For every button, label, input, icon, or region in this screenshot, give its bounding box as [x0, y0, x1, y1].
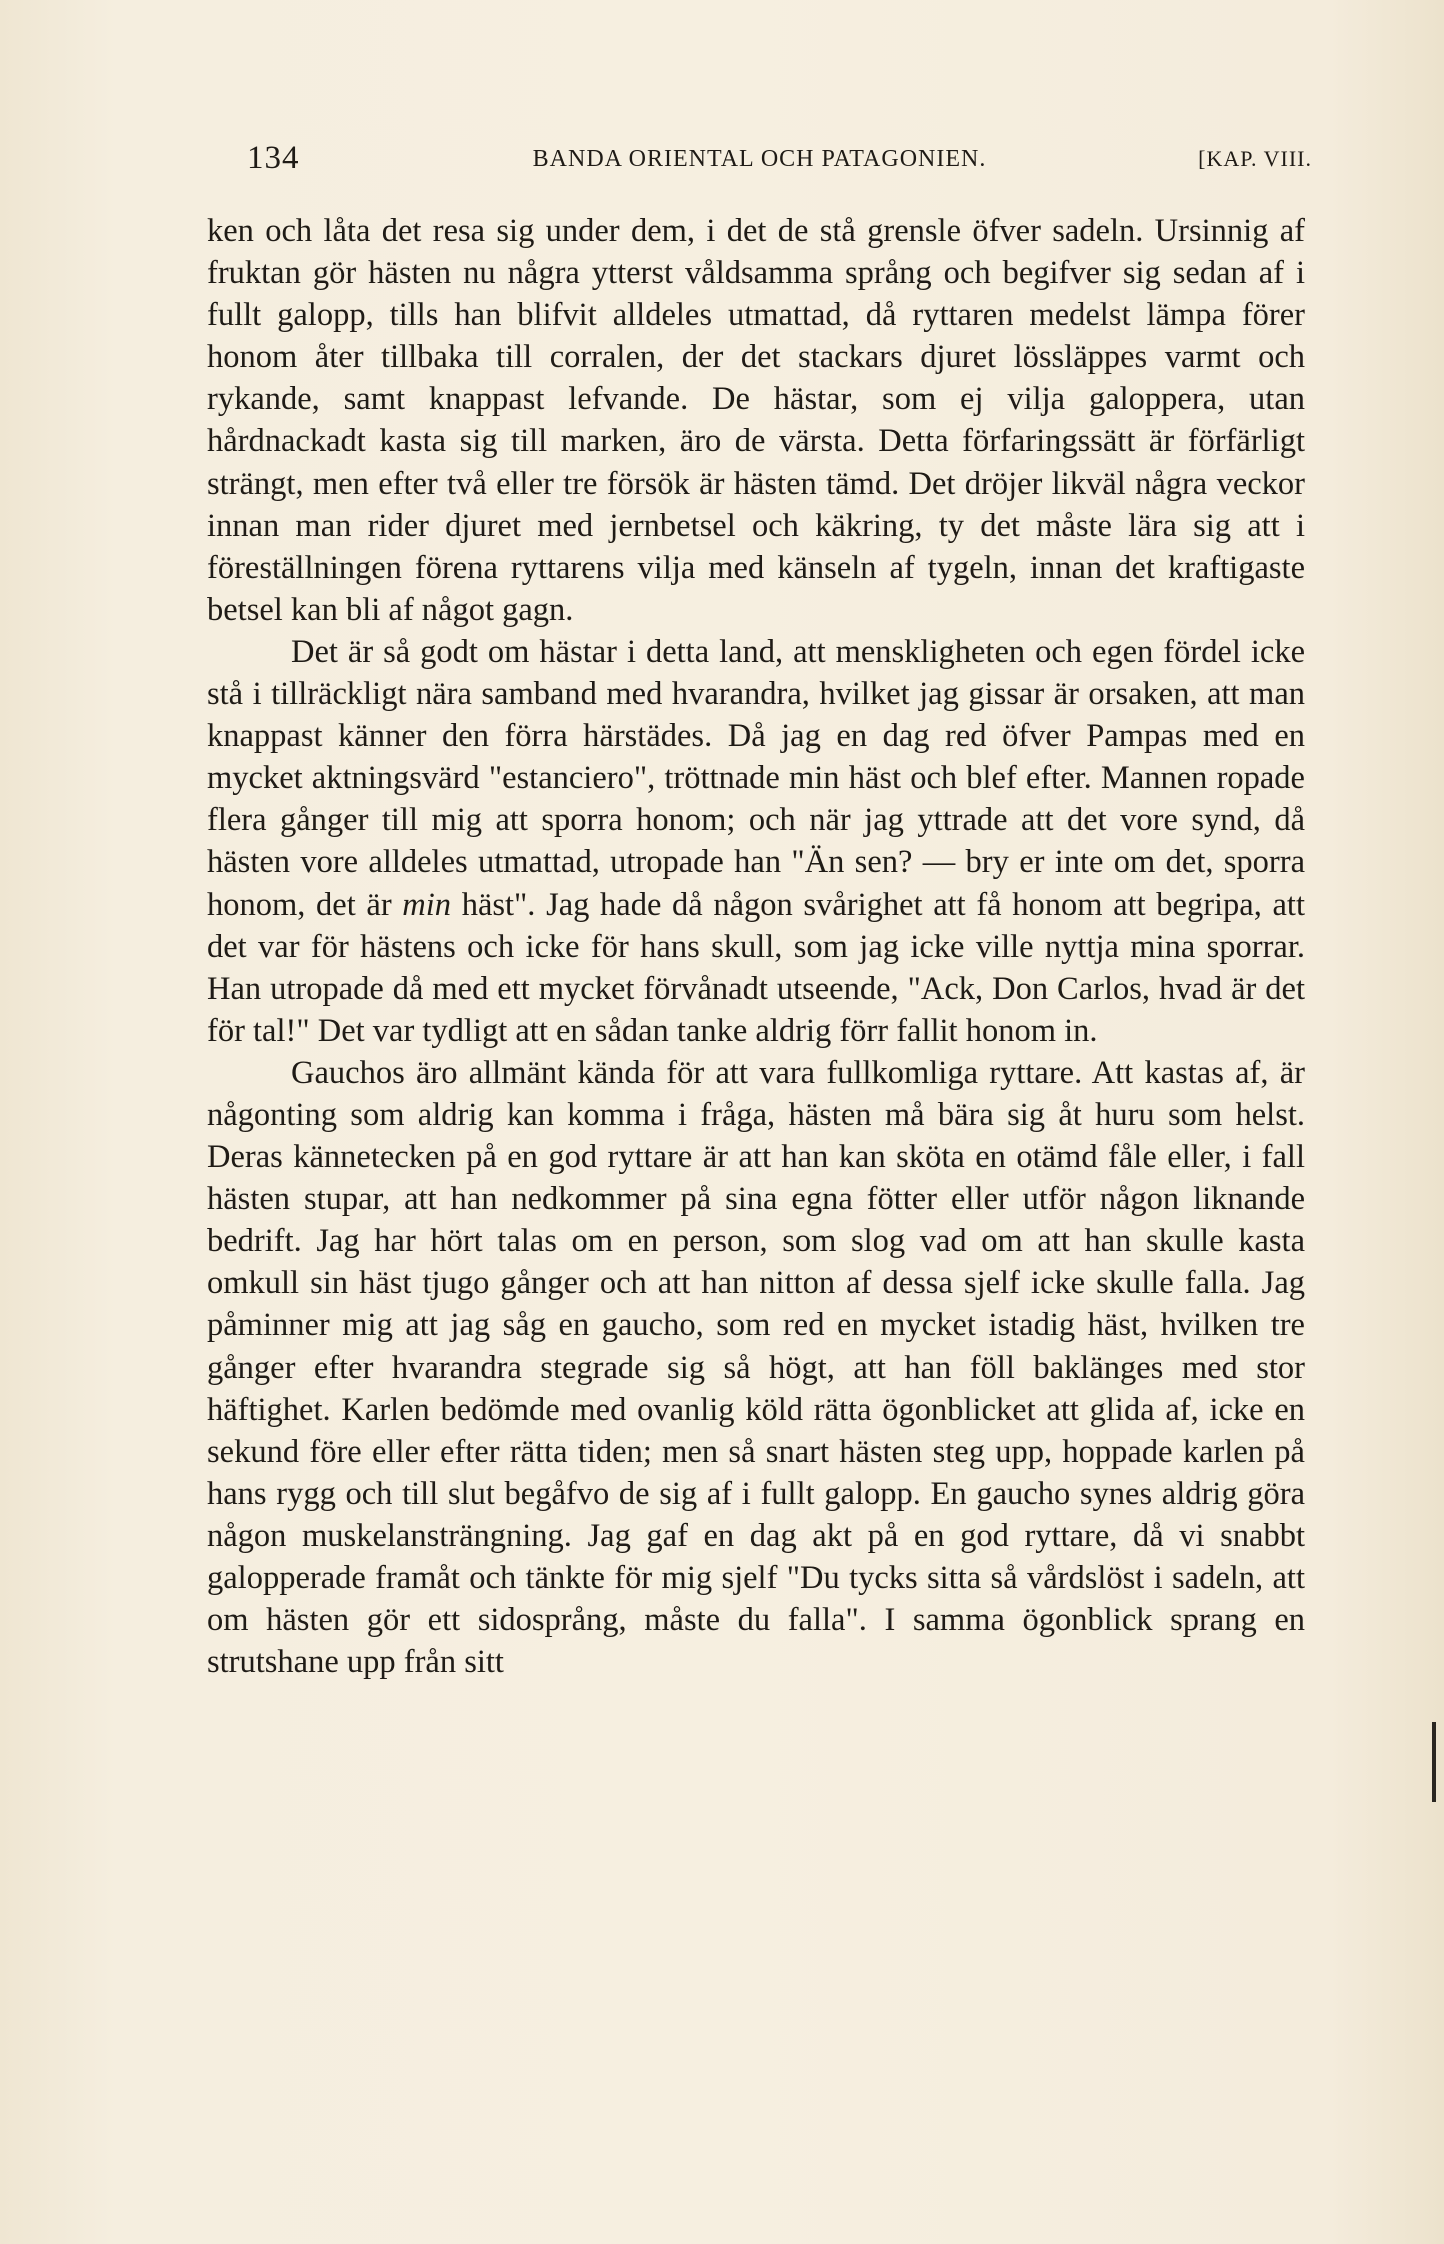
paragraph-2	[207, 631, 1305, 1052]
page-number: 134	[247, 140, 300, 176]
paragraph-3: Gauchos äro allmänt kända för att vara fullkomliga ryttare. Att kastas af, är någonting som aldrig kan komma i fråga, hästen må bära sig åt huru som helst. Deras kännetecken på en god ryttare är att han kan sköta en otämd fåle eller, i fall hästen stupar, att han nedkommer på sina egna fötter eller utför någon liknande bedrift. Jag har hört talas om en person, som slog vad om att han skulle kasta omkull sin häst tjugo gånger och att han nitton af dessa sjelf icke skulle falla. Jag påminner mig att jag såg en gaucho, som red en mycket istadig häst, hvilken tre gånger efter hvarandra stegrade sig så högt, att han föll baklänges med stor häftighet. Karlen bedömde med ovanlig köld rätta ögonblicket att glida af, icke en sekund före eller efter rätta tiden; men så snart hästen steg upp, hoppade karlen på hans rygg och till slut begåfvo de sig af i fullt galopp. En gaucho synes aldrig göra någon muskelansträngning. Jag gaf en dag akt på en god ryttare, då vi snabbt galopperade framåt och tänkte för mig sjelf "Du tycks sitta så vårdslöst i sadeln, att om hästen gör ett sidosprång, måste du falla". I samma ögonblick sprang en strutshane upp från sitt	[207, 1054, 1305, 1681]
running-title: BANDA ORIENTAL OCH PATAGONIEN.	[532, 146, 987, 172]
paragraph-2-text-b: häst". Jag hade då någon svårighet att få honom att begripa, att det var för hästens och icke för hans skull, som jag icke ville nyttja mina sporrar. Han utropade då med ett mycket förvånadt utseende, "Ack, Don Carlos, hvad är det för tal!" Det var tydligt att en sådan tanke aldrig förr fallit honom in.	[207, 886, 1305, 1049]
paragraph-1: ken och låta det resa sig under dem, i det de stå grensle öfver sadeln. Ursinnig af fruktan gör hästen nu några ytterst våldsamma språng och begifver sig sedan af i fullt galopp, tills han blifvit alldeles utmattad, då ryttaren medelst lämpa förer honom åter tillbaka till corralen, der det stackars djuret lössläppes varmt och rykande, samt knappast lefvande. De hästar, som ej vilja galoppera, utan hårdnackadt kasta sig till marken, äro de värsta. Detta förfaringssätt är förfärligt strängt, men efter två eller tre försök är hästen tämd. Det dröjer likväl några veckor innan man rider djuret med jernbetsel och käkring, ty det måste lära sig att i föreställningen förena ryttarens vilja med känseln af tygeln, innan det kraftigaste betsel kan bli af något gagn.	[207, 213, 1305, 628]
paragraph-2-emphasis: min	[402, 886, 452, 923]
body-text	[207, 210, 1305, 1683]
chapter-reference: [KAP. VIII.	[1198, 146, 1312, 171]
page-edge-mark	[1432, 1722, 1436, 1802]
paragraph-2-text-a: Det är så godt om hästar i detta land, att menskligheten och egen fördel icke stå i tillräckligt nära samband med hvarandra, hvilket jag gissar är orsaken, att man knappast känner den förra härstädes. Då jag en dag red öfver Pampas med en mycket aktningsvärd "estanciero", tröttnade min häst och blef efter. Mannen ropade flera gånger till mig att sporra honom; och när jag yttrade att det vore synd, då hästen vore alldeles utmattad, utropade han "Än sen? — bry er inte om det, sporra honom, det är	[207, 633, 1305, 923]
page-header	[207, 140, 1312, 190]
